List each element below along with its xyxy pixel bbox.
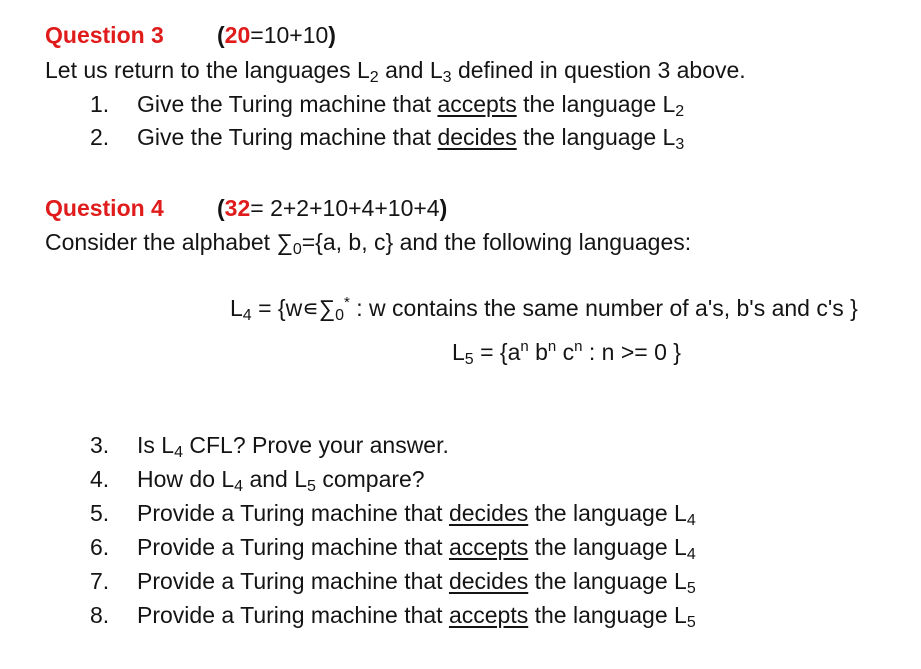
list-item: 8. Provide a Turing machine that accepts the language $L_5$ xyxy=(90,602,696,631)
list-item: 7. Provide a Turing machine that decides the language $L_5$ xyxy=(90,568,696,597)
question-4-heading: Question 4 (32= 2+2+10+4+10+4) xyxy=(45,195,448,221)
list-item: 4. How do $L_4$ and $L_5$ compare? xyxy=(90,466,425,495)
question-3-intro: Let us return to the languages $L_2$ and $L_3$ defined in question 3 above. xyxy=(45,57,746,86)
question-4-points-total: 32 xyxy=(224,195,251,221)
question-4-points-breakdown: = 2+2+10+4+10+4 xyxy=(250,195,440,221)
list-item: 3. Is $L_4$ CFL? Prove your answer. xyxy=(90,432,449,461)
list-item: 5. Provide a Turing machine that decides the language $L_4$ xyxy=(90,500,696,529)
question-3-title: Question 3 xyxy=(45,22,164,48)
list-item: 6. Provide a Turing machine that accepts the language $L_4$ xyxy=(90,534,696,563)
list-item: 1. Give the Turing machine that accepts the language $L_2$ xyxy=(90,91,685,120)
question-3-heading: Question 3 (20=10+10) xyxy=(45,22,336,48)
question-4-title: Question 4 xyxy=(45,195,164,221)
list-item: 2. Give the Turing machine that decides the language $L_3$ xyxy=(90,124,685,153)
l4-definition: $L_4$ = {$w∊\sum_0^*$ : w contains the same number of a's, b's and c's } xyxy=(230,294,858,324)
question-3-points-breakdown: =10+10 xyxy=(250,22,329,48)
l5-definition: $L_5 = \{a^n$ $b^n$ $c^n$ : n >= 0 } xyxy=(452,338,681,368)
question-4-intro: Consider the alphabet $\sum_0=\{a$, b, c} and the following languages: xyxy=(45,229,692,258)
question-3-points-total: 20 xyxy=(224,22,251,48)
